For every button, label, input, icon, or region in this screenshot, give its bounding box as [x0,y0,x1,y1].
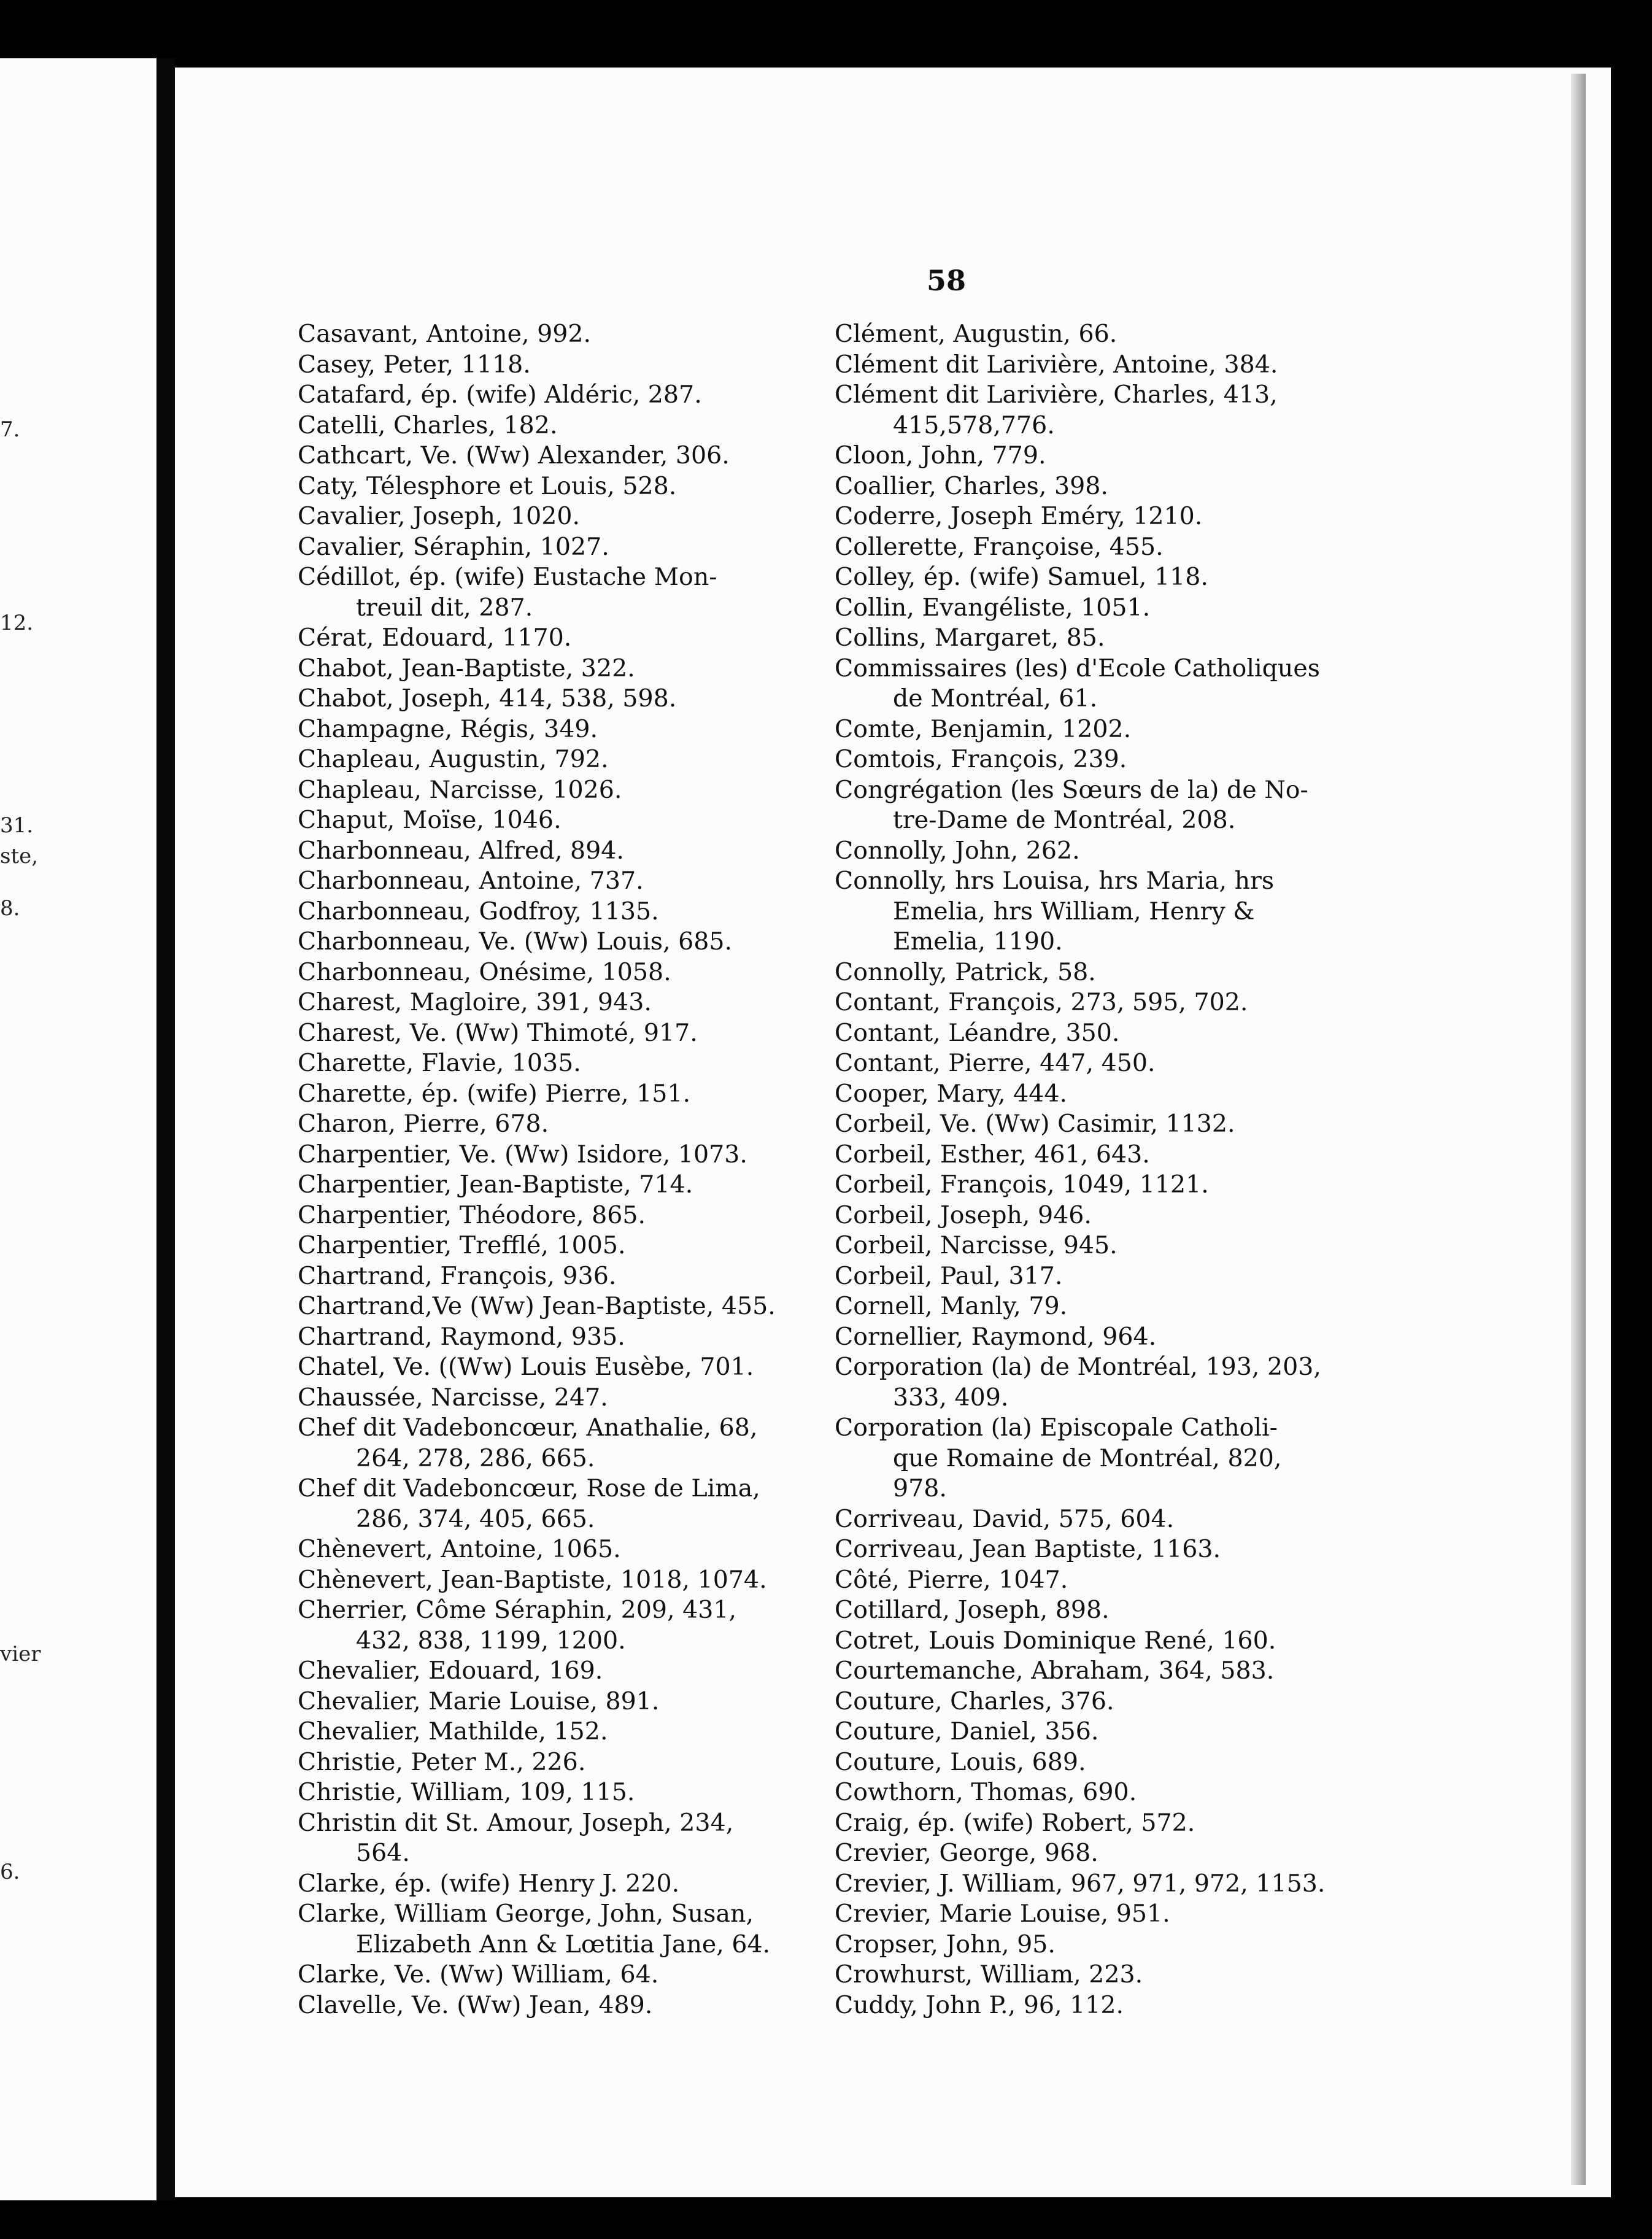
left-page-fragment: 12. [0,611,34,635]
index-column-right [835,319,1326,2021]
index-entry-continuation: 415,578,776. [893,411,1055,439]
index-entry: Corporation (la) Episcopale Catholi- [835,1413,1278,1442]
index-entry: Colley, ép. (wife) Samuel, 118. [835,563,1208,591]
index-entry: Chabot, Joseph, 414, 538, 598. [298,684,677,713]
index-entry: Clément dit Larivière, Charles, 413, [835,381,1278,409]
index-entry: Collerette, Françoise, 455. [835,532,1164,561]
index-entry: Charpentier, Théodore, 865. [298,1201,646,1229]
left-page-fragment: 31. [0,813,34,838]
index-entry: Charpentier, Ve. (Ww) Isidore, 1073. [298,1140,747,1169]
left-page-fragment: 7. [0,417,20,442]
index-entry: Chartrand, Raymond, 935. [298,1322,625,1351]
page-number: 58 [927,264,967,297]
index-entry: Cotillard, Joseph, 898. [835,1596,1110,1624]
index-entry-continuation: 978. [893,1474,947,1502]
index-entry: Collin, Evangéliste, 1051. [835,593,1151,622]
index-entry-continuation: Elizabeth Ann & Lœtitia Jane, 64. [356,1930,771,1959]
index-entry: Champagne, Régis, 349. [298,714,598,743]
index-entry: Charbonneau, Alfred, 894. [298,836,624,865]
index-entry: Christie, Peter M., 226. [298,1747,586,1776]
index-entry: Clavelle, Ve. (Ww) Jean, 489. [298,1990,653,2019]
index-entry: Charbonneau, Onésime, 1058. [298,957,671,986]
index-entry: Casey, Peter, 1118. [298,350,531,379]
index-entry: Cathcart, Ve. (Ww) Alexander, 306. [298,441,730,470]
index-entry: Cornell, Manly, 79. [835,1292,1068,1320]
index-page [175,68,1611,2197]
book-spine [156,58,175,2200]
index-entry: Cotret, Louis Dominique René, 160. [835,1626,1276,1655]
index-entry: Corbeil, Paul, 317. [835,1261,1063,1290]
index-entry-continuation: 432, 838, 1199, 1200. [356,1626,626,1655]
index-entry: Chevalier, Edouard, 169. [298,1657,603,1685]
index-entry: Comtois, François, 239. [835,745,1127,773]
index-entry: Chartrand, François, 936. [298,1261,617,1290]
index-entry: Commissaires (les) d'Ecole Catholiques [835,654,1320,683]
index-entry: Chaput, Moïse, 1046. [298,806,562,834]
index-entry: Couture, Charles, 376. [835,1687,1114,1715]
index-entry: Chaussée, Narcisse, 247. [298,1383,608,1412]
index-entry: Côté, Pierre, 1047. [835,1565,1068,1594]
index-entry: Caty, Télesphore et Louis, 528. [298,471,677,500]
left-page-fragment: 8. [0,896,20,921]
index-entry-continuation: 564. [356,1839,410,1867]
index-entry: Craig, ép. (wife) Robert, 572. [835,1808,1195,1837]
index-entry: Cooper, Mary, 444. [835,1079,1068,1108]
index-entry: Charbonneau, Ve. (Ww) Louis, 685. [298,927,733,956]
index-entry-continuation: Emelia, hrs William, Henry & [893,897,1255,926]
index-entry: Clément, Augustin, 66. [835,320,1117,348]
index-entry-continuation: 264, 278, 286, 665. [356,1444,595,1472]
index-entry: Casavant, Antoine, 992. [298,320,592,348]
index-entry: Corbeil, François, 1049, 1121. [835,1170,1209,1199]
index-entry: Charpentier, Jean-Baptiste, 714. [298,1170,693,1199]
index-entry: Contant, Léandre, 350. [835,1018,1120,1047]
index-entry: Chef dit Vadeboncœur, Rose de Lima, [298,1474,760,1502]
index-entry: Cowthorn, Thomas, 690. [835,1778,1137,1806]
index-entry-continuation: 286, 374, 405, 665. [356,1504,595,1533]
index-entry: Contant, Pierre, 447, 450. [835,1049,1156,1077]
index-entry-continuation: 333, 409. [893,1383,1009,1412]
index-entry: Corbeil, Narcisse, 945. [835,1231,1117,1259]
index-entry: Coderre, Joseph Eméry, 1210. [835,502,1203,530]
index-entry: Connolly, hrs Louisa, hrs Maria, hrs [835,867,1275,895]
index-entry: Charon, Pierre, 678. [298,1110,549,1138]
index-entry-continuation: Emelia, 1190. [893,927,1063,956]
index-entry: Cavalier, Séraphin, 1027. [298,532,609,561]
index-entry: Charest, Ve. (Ww) Thimoté, 917. [298,1018,698,1047]
index-entry: Collins, Margaret, 85. [835,624,1105,652]
index-entry: Chabot, Jean-Baptiste, 322. [298,654,635,683]
index-entry: Courtemanche, Abraham, 364, 583. [835,1657,1275,1685]
index-entry: Christie, William, 109, 115. [298,1778,635,1806]
index-entry: Cérat, Edouard, 1170. [298,624,572,652]
index-entry: Crevier, George, 968. [835,1839,1098,1867]
left-page-fragment: vier [0,1642,41,1666]
index-entry: Corbeil, Ve. (Ww) Casimir, 1132. [835,1110,1235,1138]
index-entry: Corporation (la) de Montréal, 193, 203, [835,1353,1321,1381]
index-entry: Coallier, Charles, 398. [835,471,1108,500]
index-entry: Catelli, Charles, 182. [298,411,558,439]
index-entry: Corriveau, David, 575, 604. [835,1504,1175,1533]
index-entry: Connolly, John, 262. [835,836,1080,865]
index-entry: Chapleau, Narcisse, 1026. [298,775,622,804]
index-entry: Charette, ép. (wife) Pierre, 151. [298,1079,691,1108]
index-entry: Congrégation (les Sœurs de la) de No- [835,775,1308,804]
index-entry: Chènevert, Jean-Baptiste, 1018, 1074. [298,1565,767,1594]
index-entry: Connolly, Patrick, 58. [835,957,1096,986]
index-entry: Comte, Benjamin, 1202. [835,714,1132,743]
left-page-fragment: ste, [0,844,39,868]
index-entry: Corbeil, Joseph, 946. [835,1201,1092,1229]
index-entry: Chevalier, Mathilde, 152. [298,1717,608,1746]
index-entry: Crevier, J. William, 967, 971, 972, 1153. [835,1869,1326,1898]
index-entry: Chènevert, Antoine, 1065. [298,1535,621,1563]
index-entry: Charpentier, Trefflé, 1005. [298,1231,626,1259]
index-entry: Chevalier, Marie Louise, 891. [298,1687,660,1715]
index-entry-continuation: treuil dit, 287. [356,593,533,622]
index-entry: Cédillot, ép. (wife) Eustache Mon- [298,563,717,591]
index-entry: Charbonneau, Antoine, 737. [298,867,644,895]
index-entry: Clarke, William George, John, Susan, [298,1900,754,1928]
index-entry: Corbeil, Esther, 461, 643. [835,1140,1150,1169]
index-entry: Charette, Flavie, 1035. [298,1049,581,1077]
index-entry: Charest, Magloire, 391, 943. [298,988,652,1016]
index-entry: Chef dit Vadeboncœur, Anathalie, 68, [298,1413,758,1442]
page-edge-shadow [1571,74,1586,2185]
index-entry: Clarke, ép. (wife) Henry J. 220. [298,1869,680,1898]
index-entry: Chartrand,Ve (Ww) Jean-Baptiste, 455. [298,1292,776,1320]
left-page-fragment: 6. [0,1860,20,1884]
index-entry: Crevier, Marie Louise, 951. [835,1900,1170,1928]
index-entry: Clarke, Ve. (Ww) William, 64. [298,1960,659,1989]
left-page-edge [0,58,156,2200]
index-entry: Corriveau, Jean Baptiste, 1163. [835,1535,1221,1563]
index-column-left [298,319,776,2021]
index-entry: Cuddy, John P., 96, 112. [835,1990,1124,2019]
index-entry: Cherrier, Côme Séraphin, 209, 431, [298,1596,737,1624]
index-entry: Cropser, John, 95. [835,1930,1056,1959]
index-entry: Christin dit St. Amour, Joseph, 234, [298,1808,734,1837]
index-entry: Charbonneau, Godfroy, 1135. [298,897,659,926]
index-entry: Chapleau, Augustin, 792. [298,745,609,773]
index-entry: Cloon, John, 779. [835,441,1046,470]
index-entry: Couture, Daniel, 356. [835,1717,1099,1746]
index-entry: Chatel, Ve. ((Ww) Louis Eusèbe, 701. [298,1353,754,1381]
index-entry: Crowhurst, William, 223. [835,1960,1143,1989]
index-entry: Catafard, ép. (wife) Aldéric, 287. [298,381,702,409]
index-entry: Clément dit Larivière, Antoine, 384. [835,350,1278,379]
index-entry-continuation: tre-Dame de Montréal, 208. [893,806,1236,834]
index-entry-continuation: que Romaine de Montréal, 820, [893,1444,1282,1472]
index-entry: Couture, Louis, 689. [835,1747,1086,1776]
index-entry: Contant, François, 273, 595, 702. [835,988,1248,1016]
index-entry: Cavalier, Joseph, 1020. [298,502,581,530]
index-entry-continuation: de Montréal, 61. [893,684,1098,713]
index-entry: Cornellier, Raymond, 964. [835,1322,1157,1351]
